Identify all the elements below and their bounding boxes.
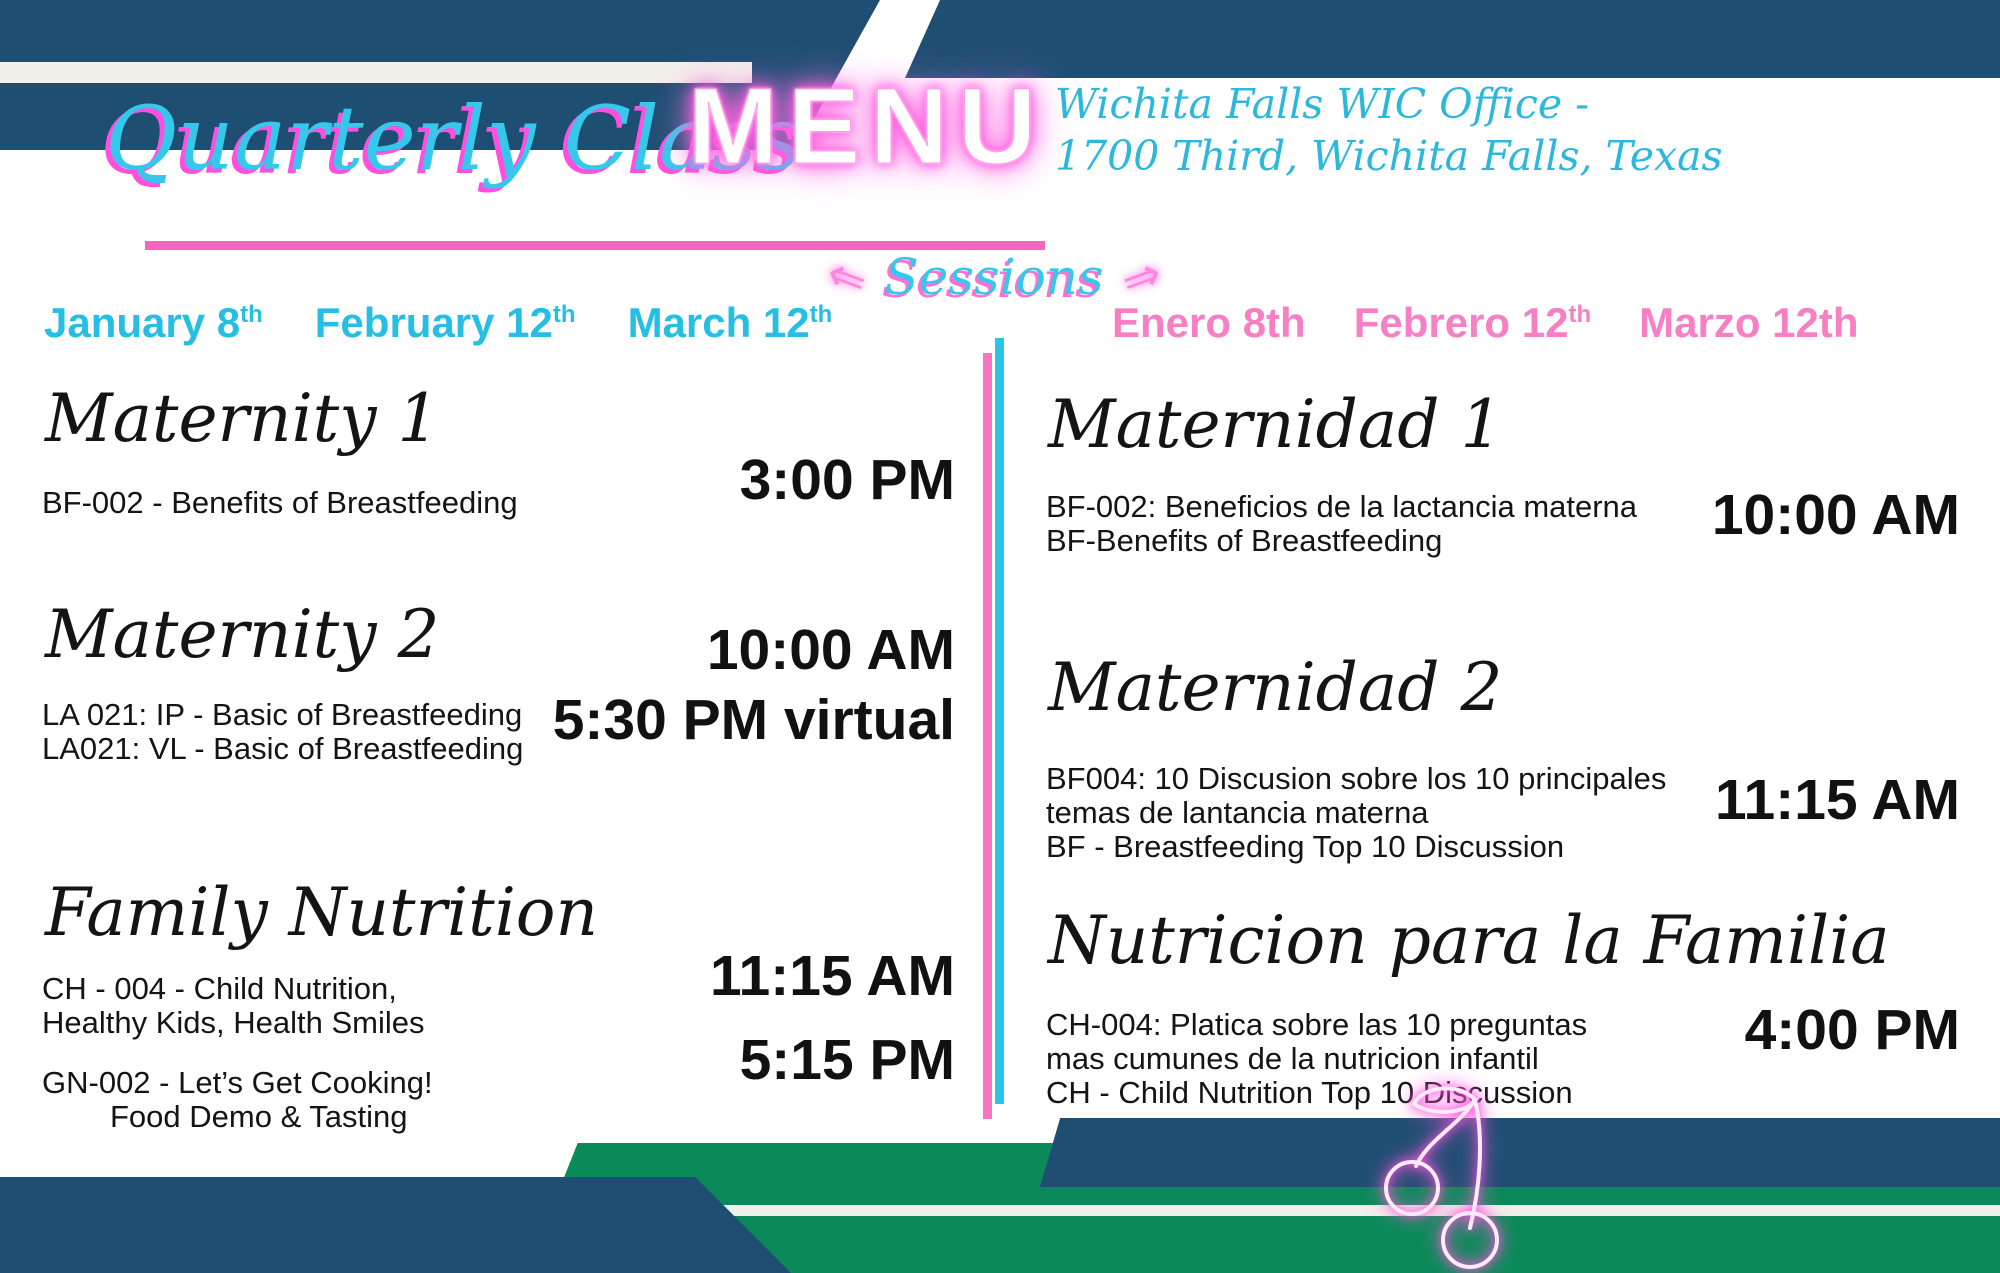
nutricion-familia-line2: mas cumunes de la nutricion infantil (1046, 1041, 1539, 1076)
date-february: February 12th (314, 299, 576, 346)
maternidad-1-description (1046, 490, 1637, 558)
maternidad-1-line1: BF-002: Beneficios de la lactancia materna (1046, 489, 1638, 524)
maternidad-2-description (1046, 762, 1666, 864)
date-marzo: Marzo 12th (1639, 299, 1859, 346)
dates-english (44, 299, 833, 346)
nutricion-familia-line1: CH-004: Platica sobre las 10 preguntas (1046, 1007, 1588, 1042)
section-title-maternity-2: Maternity 2 (45, 596, 440, 673)
maternidad-2-line1: BF004: 10 Discusion sobre los 10 principales (1046, 761, 1667, 796)
maternidad-1-line2: BF-Benefits of Breastfeeding (1046, 523, 1443, 558)
column-divider-pink (983, 353, 992, 1119)
left-arrow-icon: ⇐ (819, 245, 875, 309)
maternity-2-line2: LA021: VL - Basic of Breastfeeding (42, 731, 524, 766)
section-title-family-nutrition: Family Nutrition (45, 874, 599, 951)
nutricion-familia-line3: CH - Child Nutrition Top 10 Discussion (1046, 1075, 1573, 1110)
bottom-green-cream-stripe (520, 1205, 2000, 1216)
maternidad-2-time: 11:15 AM (1714, 768, 1960, 832)
section-title-maternity-1: Maternity 1 (45, 380, 440, 457)
maternidad-1-time: 10:00 AM (1711, 483, 1960, 547)
office-address-line2: 1700 Third, Wichita Falls, Texas (1055, 132, 1723, 181)
family-nutrition-line1: CH - 004 - Child Nutrition, (42, 971, 397, 1006)
maternity-2-line1: LA 021: IP - Basic of Breastfeeding (42, 697, 523, 732)
family-nutrition-extra (42, 1066, 433, 1134)
section-title-maternidad-2: Maternidad 2 (1048, 649, 1503, 726)
section-title-nutricion-familia: Nutricion para la Familia (1048, 902, 1890, 979)
maternidad-2-line2: temas de lantancia materna (1046, 795, 1429, 830)
right-arrow-icon: ⇒ (1113, 245, 1169, 309)
top-right-banner (905, 0, 2000, 78)
office-address (1055, 78, 1723, 183)
family-nutrition-line2: Healthy Kids, Health Smiles (42, 1005, 425, 1040)
section-title-maternidad-1: Maternidad 1 (1048, 386, 1503, 463)
column-divider-cyan (995, 338, 1004, 1104)
maternity-1-description: BF-002 - Benefits of Breastfeeding (42, 485, 518, 520)
page-title-neon: MENU (688, 65, 1046, 186)
bottom-left-banner (0, 1177, 791, 1273)
date-january: January 8th (44, 299, 263, 346)
maternity-2-time-2: 5:30 PM virtual (552, 688, 955, 752)
family-nutrition-time-2: 5:15 PM (739, 1028, 955, 1092)
family-nutrition-extra1: GN-002 - Let’s Get Cooking! (42, 1065, 433, 1100)
dates-spanish (1112, 299, 1859, 346)
family-nutrition-time-1: 11:15 AM (709, 944, 955, 1008)
nutricion-familia-time: 4:00 PM (1744, 998, 1960, 1062)
top-left-cream-stripe (0, 62, 752, 83)
sessions-group (819, 245, 1169, 309)
cherries-icon (1380, 1078, 1525, 1273)
date-febrero: Febrero 12th (1353, 299, 1592, 346)
maternidad-2-line3: BF - Breastfeeding Top 10 Discussion (1046, 829, 1565, 864)
date-march: March 12th (627, 299, 833, 346)
family-nutrition-description (42, 972, 425, 1040)
family-nutrition-extra2: Food Demo & Tasting (110, 1099, 408, 1134)
page-title-script: Quarterly Class (105, 87, 802, 190)
sessions-label: Sessions (884, 248, 1104, 306)
maternity-2-time-1: 10:00 AM (706, 618, 955, 682)
maternity-2-description (42, 698, 523, 766)
maternity-1-time: 3:00 PM (739, 448, 955, 512)
date-enero: Enero 8th (1112, 299, 1306, 346)
office-address-line1: Wichita Falls WIC Office - (1055, 80, 1590, 128)
